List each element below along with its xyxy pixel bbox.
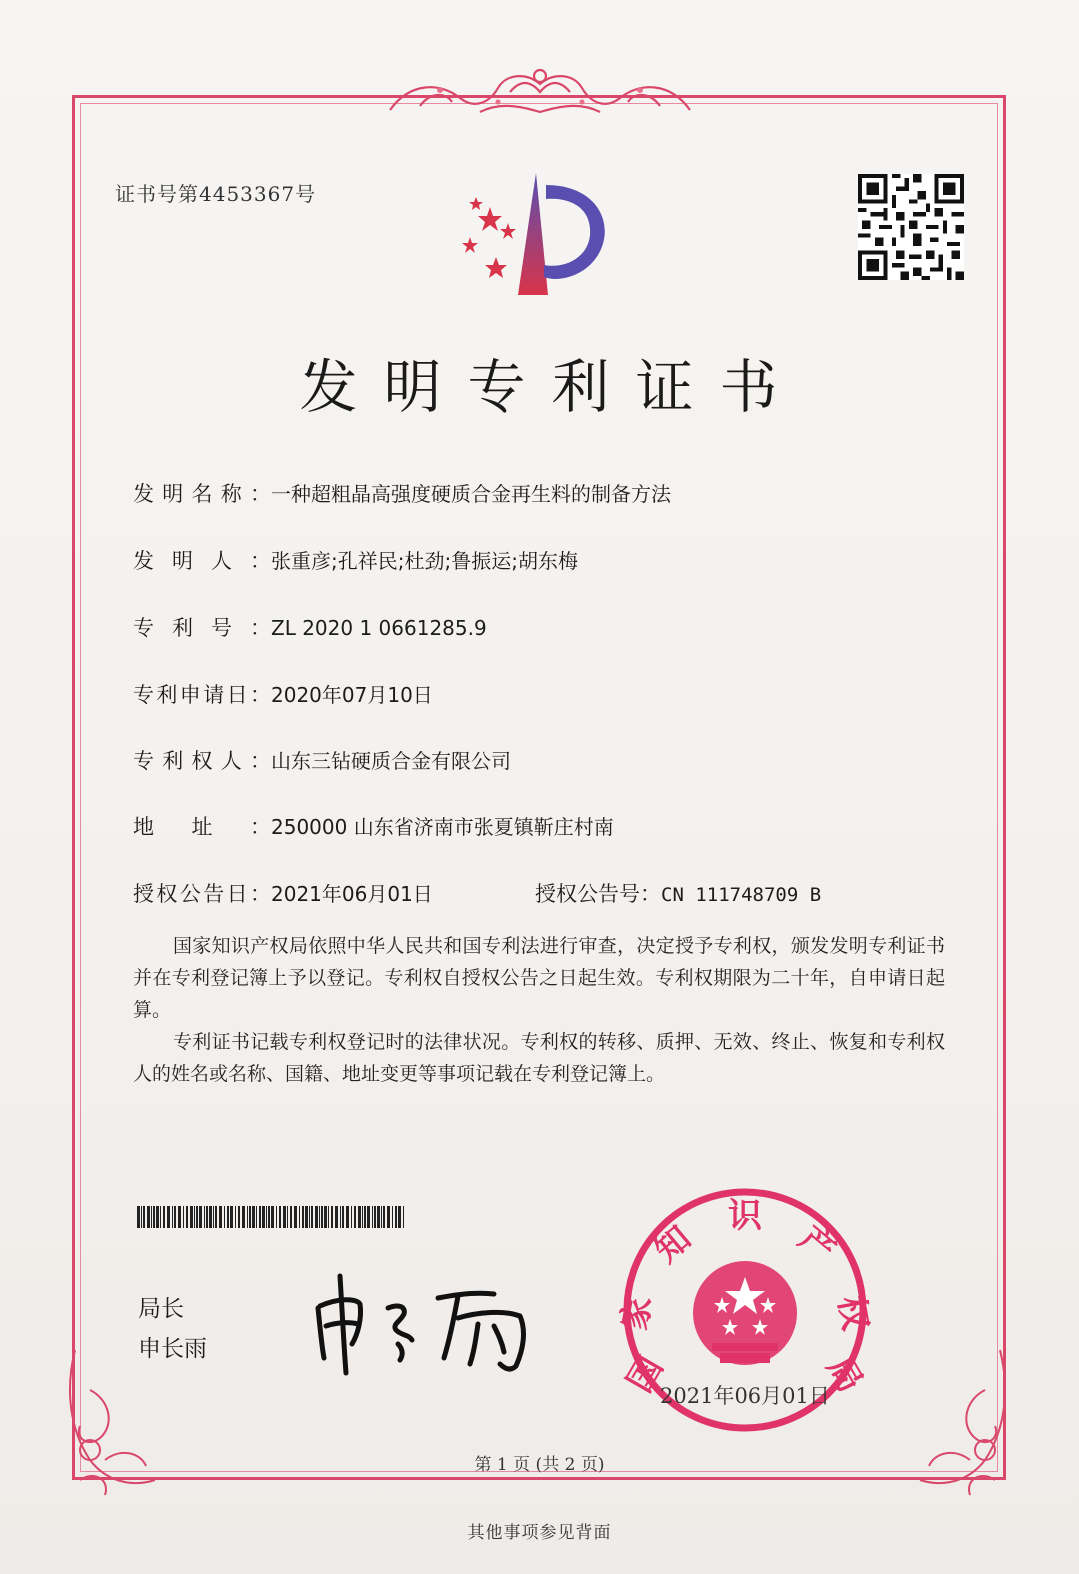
inventors-label: 发明人： [133, 549, 271, 573]
patent-number-row [133, 612, 487, 642]
address-label: 地址： [133, 815, 271, 839]
seal-date: 2021年06月01日 [660, 1384, 830, 1408]
patent-number-value: ZL 2020 1 0661285.9 [271, 616, 487, 640]
invention-name-row [133, 478, 671, 508]
footer-note: 其他事项参见背面 [467, 1523, 612, 1543]
grant-date-label: 授权公告日： [133, 882, 271, 906]
address-value: 250000 山东省济南市张夏镇靳庄村南 [271, 815, 614, 839]
director-title: 局长 [138, 1296, 184, 1322]
page-number: 第 1 页 (共 2 页) [474, 1455, 605, 1475]
patent-number-label: 专利号： [133, 616, 271, 640]
top-ornament-icon [380, 62, 700, 122]
invention-name-label: 发明名称： [133, 482, 271, 506]
qr-code-icon [858, 174, 964, 280]
inventors-value: 张重彦;孔祥民;杜劲;鲁振运;胡东梅 [271, 549, 578, 573]
application-date-label: 专利申请日： [133, 683, 271, 707]
address-row [133, 811, 614, 841]
application-date-value: 2020年07月10日 [271, 683, 433, 707]
invention-name-value: 一种超粗晶高强度硬质合金再生料的制备方法 [271, 482, 671, 506]
grant-date-value: 2021年06月01日 [271, 882, 433, 906]
svg-text:产: 产 [791, 1218, 843, 1271]
barcode-icon [137, 1206, 407, 1228]
svg-text:局: 局 [818, 1349, 871, 1400]
certificate-title: 发明专利证书 [299, 353, 804, 421]
certificate-number: 证书号第4453367号 [115, 182, 317, 206]
grant-date-row [133, 878, 433, 908]
declaration-paragraph: 国家知识产权局依照中华人民共和国专利法进行审查，决定授予专利权，颁发发明专利证书并在专利登记簿上予以登记。专利权自授权公告之日起生效。专利权期限为二十年，自申请日起算。 [133, 935, 945, 1021]
svg-text:国: 国 [619, 1349, 672, 1400]
svg-text:知: 知 [647, 1218, 699, 1271]
svg-text:家: 家 [614, 1292, 660, 1334]
patent-office-emblem-icon [448, 165, 618, 305]
director-name: 申长雨 [138, 1336, 207, 1362]
legal-status-paragraph: 专利证书记载专利权登记时的法律状况。专利权的转移、质押、无效、终止、恢复和专利权人的姓名或名称、国籍、地址变更等事项记载在专利登记簿上。 [133, 1031, 945, 1085]
application-date-row [133, 679, 433, 709]
patentee-label: 专利权人： [133, 749, 271, 773]
inventors-row [133, 545, 578, 575]
grant-number-value: CN 111748709 B [661, 884, 822, 906]
signature-icon [308, 1268, 548, 1378]
patentee-row [133, 745, 511, 775]
grant-number-label: 授权公告号： [535, 882, 661, 906]
svg-text:识: 识 [728, 1196, 762, 1236]
svg-text:权: 权 [830, 1292, 876, 1334]
grant-number-row [535, 878, 821, 908]
patentee-value: 山东三钻硬质合金有限公司 [271, 749, 511, 773]
